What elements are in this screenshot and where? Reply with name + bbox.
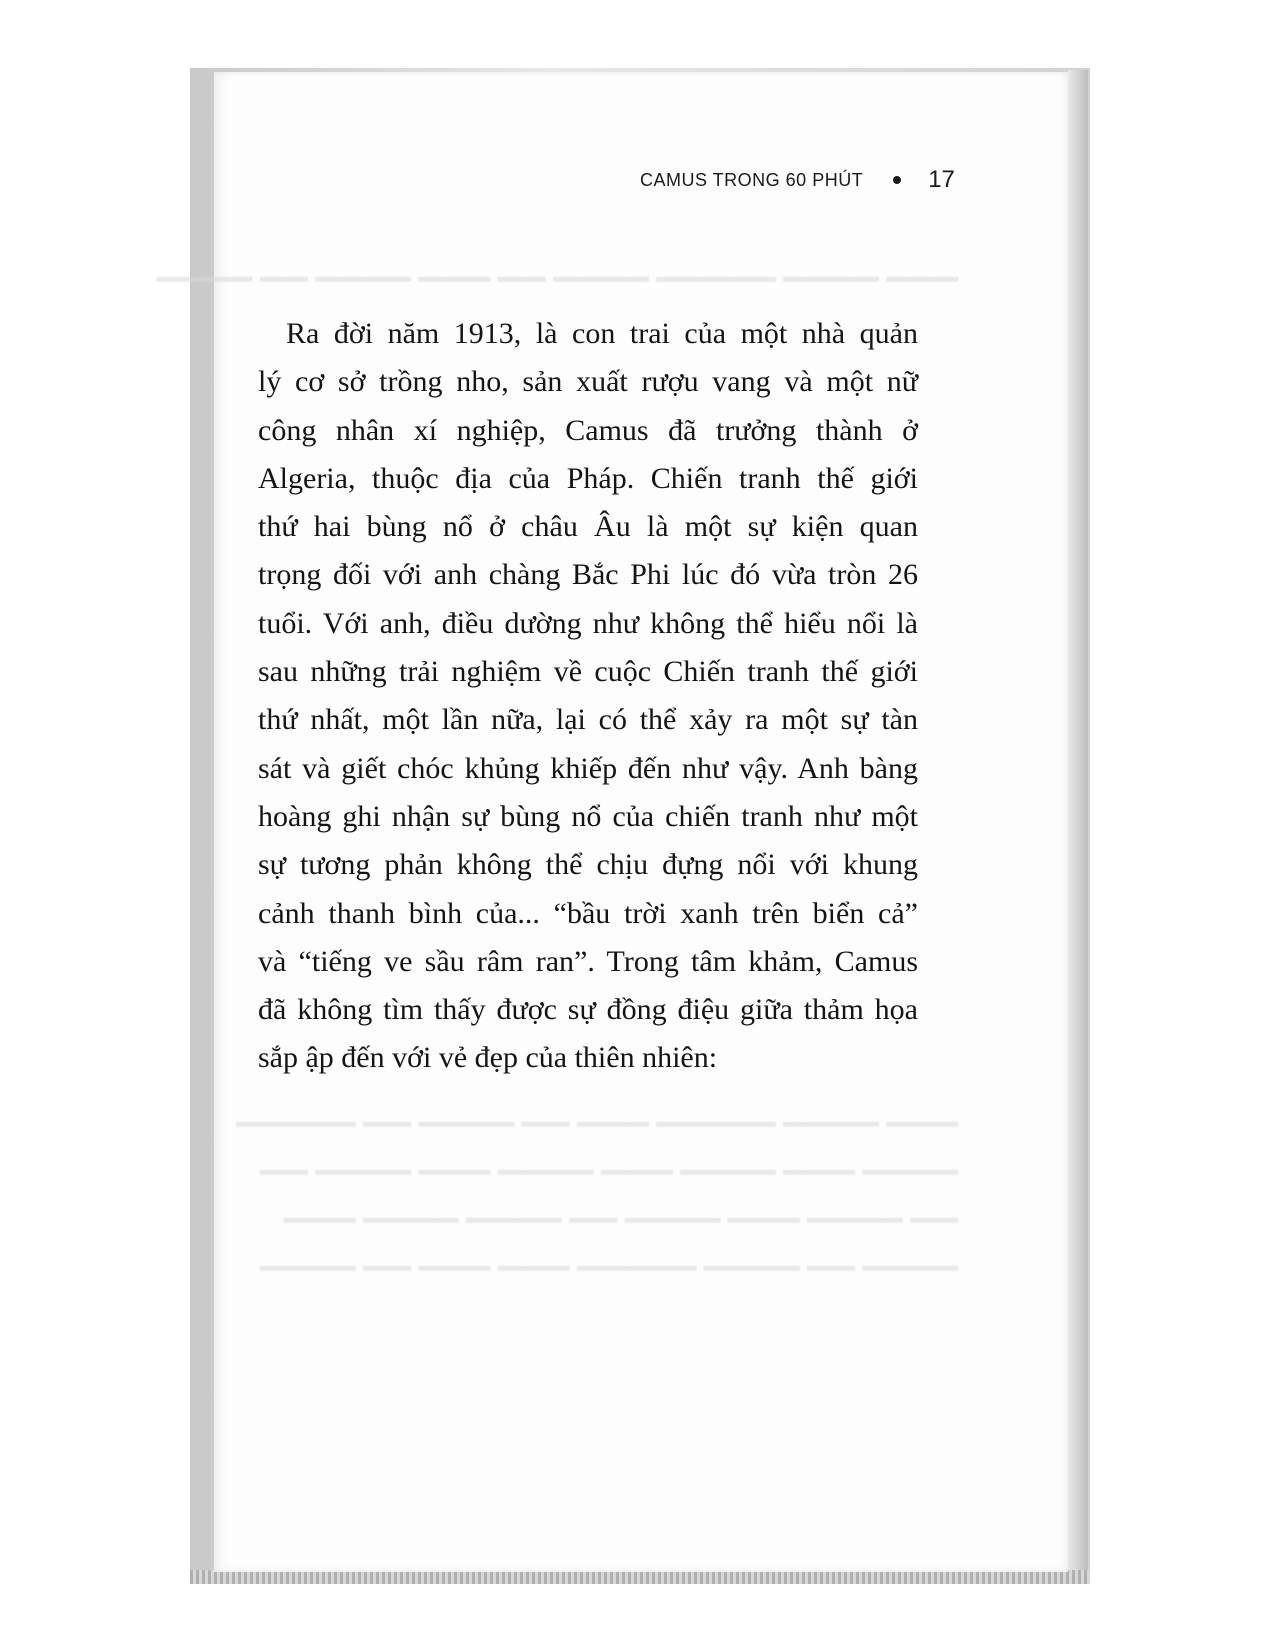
text-line: Algeria, thuộc địa của Pháp. Chiến tranh thế giới (258, 461, 918, 495)
text-line: sau những trải nghiệm về cuộc Chiến tranh thế giới (258, 655, 918, 689)
text-line: Ra đời năm 1913, là con trai của một nhà quản (286, 317, 918, 350)
text-line: cảnh thanh bình của... “bầu trời xanh trên biển cả” (258, 896, 918, 930)
text-line: thứ nhất, một lần nữa, lại có thể xảy ra một sự tàn (258, 703, 918, 737)
body-paragraph (258, 310, 918, 1083)
show-through-top: ▁▁▁ ▁▁▁▁ ▁▁▁▁▁ ▁▁▁▁ ▁▁ ▁▁▁ ▁▁▁▁ ▁▁ ▁▁▁▁ (156, 246, 958, 281)
text-line: tuổi. Với anh, điều dường như không thể hiểu nổi là (258, 606, 918, 640)
text-line: trọng đối với anh chàng Bắc Phi lúc đó vừa tròn 26 (258, 558, 918, 592)
text-line: công nhân xí nghiệp, Camus đã trưởng thành ở (258, 413, 918, 447)
show-through-bottom: ▁▁▁ ▁▁▁▁ ▁▁▁▁▁ ▁▁▁ ▁▁ ▁▁▁▁ ▁▁ ▁▁▁▁▁ ▁▁▁▁ ▁▁▁ ▁▁▁▁ ▁▁▁ ▁▁▁▁ ▁▁▁ ▁▁▁▁ ▁▁ ▁▁ ▁▁▁▁ ▁▁▁ ▁▁▁▁ ▁▁ ▁▁▁▁ ▁▁▁▁ ▁▁▁ ▁▁▁▁ ▁▁ ▁▁▁▁ ▁▁▁▁▁ ▁▁▁ ▁▁▁ ▁▁ ▁▁▁▁ (236, 1091, 958, 1270)
page-number: 17 (928, 166, 955, 193)
text-line: lý cơ sở trồng nho, sản xuất rượu vang và một nữ (258, 365, 918, 399)
text-line: sắp ập đến với vẻ đẹp của thiên nhiên: (258, 1041, 718, 1075)
page-edge-bottom (190, 1570, 1090, 1584)
text-line: hoàng ghi nhận sự bùng nổ của chiến tranh như một (258, 799, 918, 833)
running-title: CAMUS TRONG 60 PHÚT (640, 169, 864, 190)
text-line: sát và giết chóc khủng khiếp đến như vậy. Anh bàng (258, 751, 918, 785)
text-line: thứ hai bùng nổ ở châu Âu là một sự kiện quan (258, 510, 918, 544)
bullet-separator-icon (893, 176, 901, 184)
text-line: sự tương phản không thể chịu đựng nổi với khung (258, 848, 918, 882)
page-edge-right (1068, 70, 1088, 1580)
text-line: và “tiếng ve sầu râm ran”. Trong tâm khảm, Camus (258, 944, 918, 978)
text-line: đã không tìm thấy được sự đồng điệu giữa thảm họa (258, 993, 918, 1027)
running-header (640, 166, 1025, 194)
